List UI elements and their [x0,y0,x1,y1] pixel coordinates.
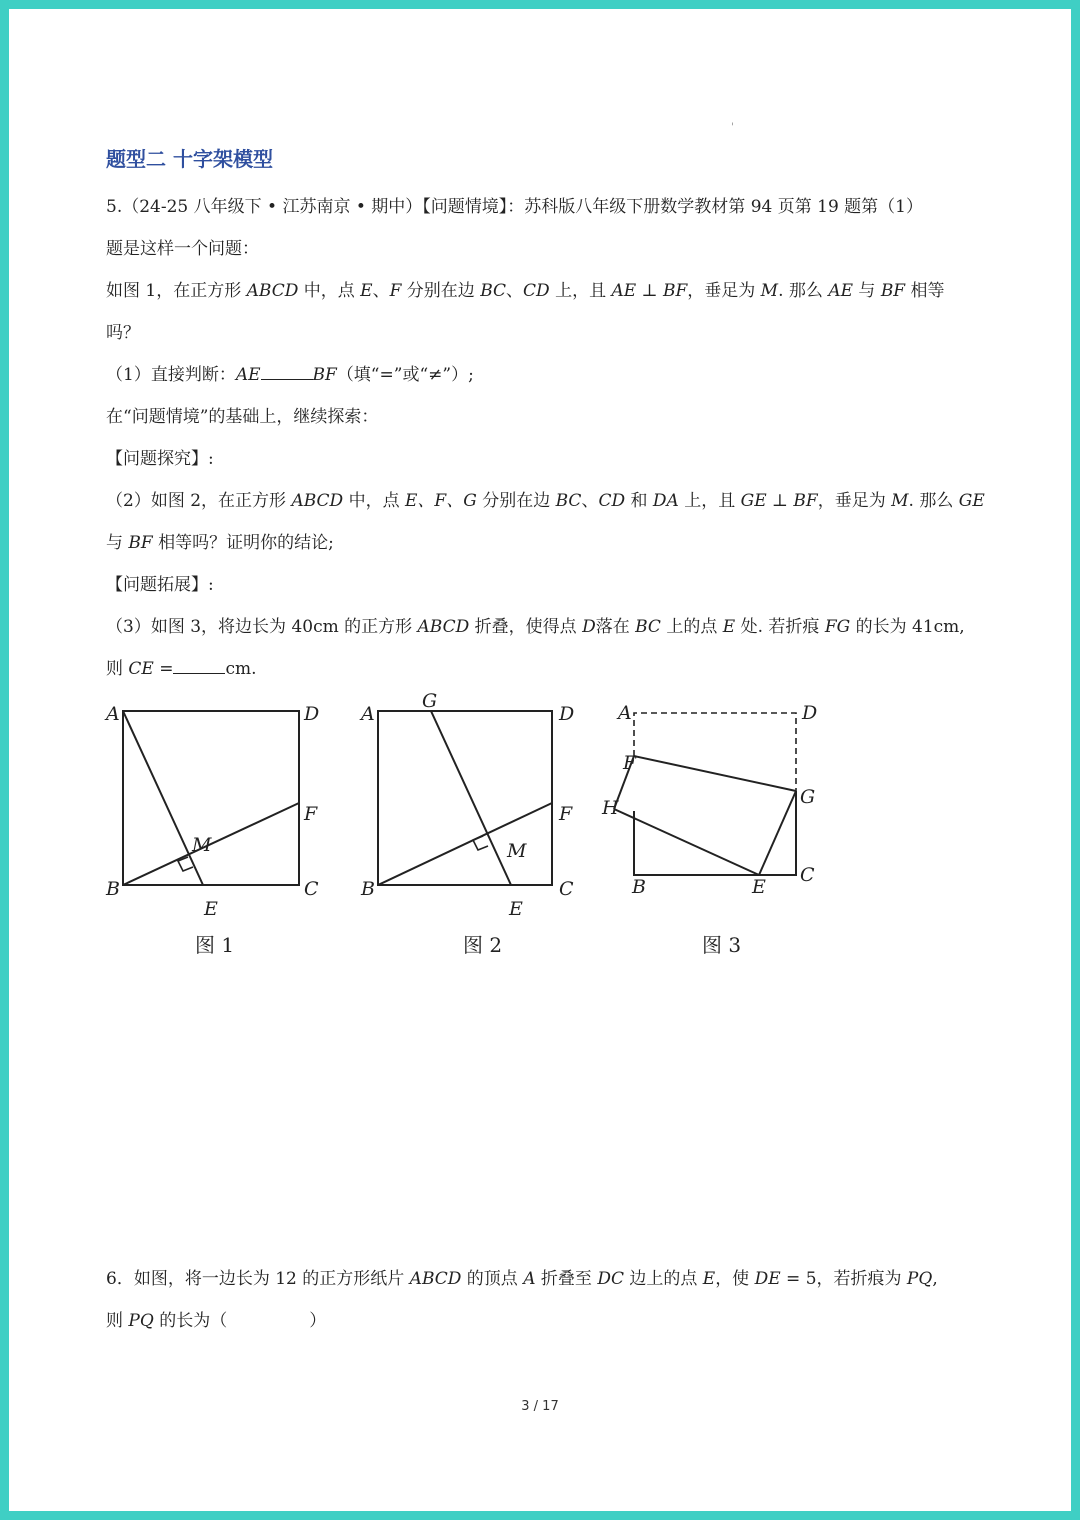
q5-intro-line2: 题是这样一个问题： [106,239,259,259]
figure-2 [359,690,589,920]
q5-extend-heading: 【问题拓展】: [106,575,214,595]
figure-3 [594,699,839,919]
q5-intro-line1: 5.（24-25 八年级下 • 江苏南京 • 期中）【问题情境】：苏科版八年级下册数学教材第 94 页第 19 题第（1） [106,197,923,217]
q5-part1: （1）直接判断：AE BF（填“=”或“≠”）; [106,365,474,385]
figure-2-caption: 图 2 [463,933,503,957]
label-e: E [752,876,766,898]
document-page [9,9,1071,1511]
label-e: E [509,898,523,920]
label-d: D [304,703,320,725]
label-b: B [632,876,646,898]
q5-scenario-line2: 吗？ [106,323,140,343]
section-title: 题型二 十字架模型 [106,147,273,171]
segment-he [614,809,759,875]
q5-part3-line2: 则 CE = cm. [106,659,257,679]
label-g: G [422,690,438,712]
label-a: A [618,702,632,724]
label-a: A [361,703,375,725]
label-d: D [802,702,818,724]
original-square-dashed [634,713,796,791]
answer-blank [173,657,225,674]
segment-ge [431,711,511,885]
label-a: A [106,703,120,725]
label-f: F [304,803,318,825]
segment-ae [123,711,203,885]
stray-mark: ' [731,122,734,133]
label-c: C [559,878,574,900]
label-m: M [507,840,527,862]
q5-continue: 在“问题情境”的基础上，继续探索： [106,407,379,427]
q5-part2-line2: 与 BF 相等吗？证明你的结论; [106,533,334,553]
answer-blank [261,363,313,380]
page-number: 3 / 17 [521,1399,559,1414]
q5-scenario-line1: 如图 1，在正方形 ABCD 中，点 E、F 分别在边 BC、CD 上，且 AE ⊥ BF，垂足为 M. 那么 AE 与 BF 相等 [106,281,945,301]
label-d: D [559,703,575,725]
figure-1-diagram [104,699,334,919]
crease-fg [634,756,796,791]
q5-part2-line1: （2）如图 2，在正方形 ABCD 中，点 E、F、G 分别在边 BC、CD 和 DA 上，且 GE ⊥ BF，垂足为 M. 那么 GE [106,491,985,511]
q5-explore-heading: 【问题探究】: [106,449,214,469]
label-e: E [204,898,218,920]
label-f: F [623,752,637,774]
label-m: M [192,834,212,856]
figure-1 [104,699,334,919]
figure-3-diagram [594,699,839,919]
label-c: C [304,878,319,900]
q5-part3-line1: （3）如图 3，将边长为 40cm 的正方形 ABCD 折叠，使得点 D落在 BC 上的点 E 处. 若折痕 FG 的长为 41cm, [106,617,965,637]
label-g: G [800,786,816,808]
label-c: C [800,864,815,886]
segment-eg [759,791,796,875]
square-abcd [123,711,299,885]
figure-2-diagram [359,690,589,920]
q6-line1: 6．如图，将一边长为 12 的正方形纸片 ABCD 的顶点 A 折叠至 DC 边上的点 E，使 DE = 5，若折痕为 PQ, [106,1269,938,1289]
figure-3-caption: 图 3 [702,933,742,957]
figure-1-caption: 图 1 [195,933,235,957]
label-b: B [106,878,120,900]
q6-line2: 则 PQ 的长为（ ） [106,1311,327,1331]
label-h: H [602,797,619,819]
label-b: B [361,878,375,900]
remaining-square-edges [634,791,796,875]
label-f: F [559,803,573,825]
